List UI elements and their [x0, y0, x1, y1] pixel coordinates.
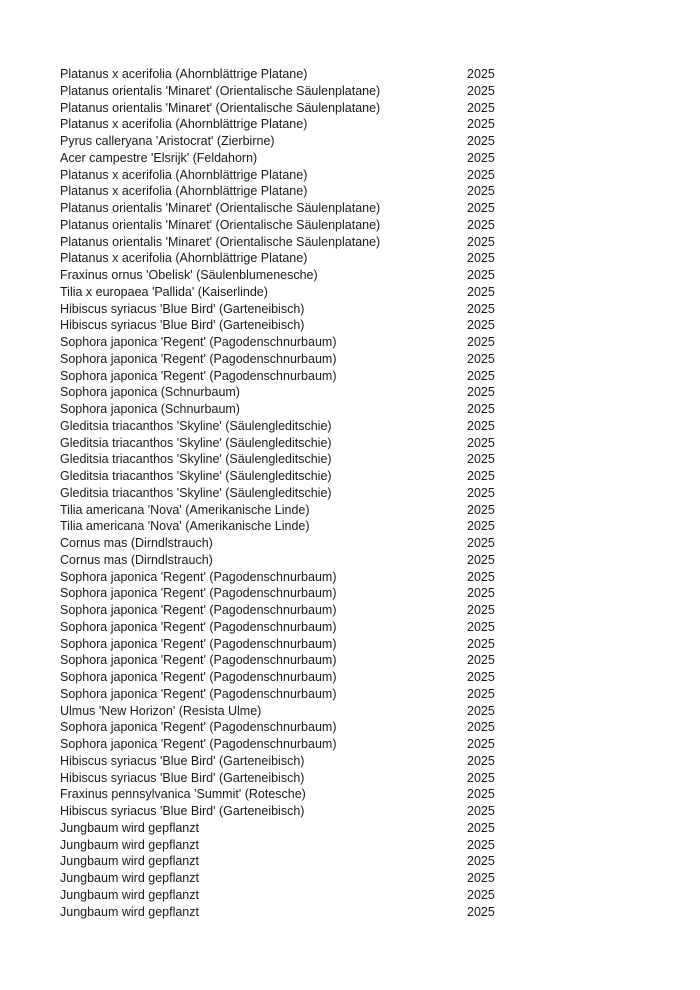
planting-year: 2025	[467, 150, 495, 165]
table-row	[60, 786, 660, 803]
table-row	[60, 703, 660, 720]
planting-year: 2025	[467, 887, 495, 902]
tree-name: Pyrus calleryana 'Aristocrat' (Zierbirne)	[60, 134, 275, 148]
tree-name: Sophora japonica 'Regent' (Pagodenschnurbaum)	[60, 686, 337, 701]
tree-name: Jungbaum wird gepflanzt	[60, 871, 199, 885]
table-row	[60, 200, 660, 217]
planting-year: 2025	[467, 234, 495, 249]
table-row	[60, 485, 660, 502]
tree-name: Platanus x acerifolia (Ahornblättrige Platane)	[60, 117, 308, 132]
tree-name: Gleditsia triacanthos 'Skyline' (Säulengleditschie)	[60, 469, 332, 483]
table-row	[60, 234, 660, 251]
table-row	[60, 284, 660, 301]
tree-name: Sophora japonica 'Regent' (Pagodenschnurbaum)	[60, 636, 337, 651]
table-row	[60, 837, 660, 854]
tree-name: Sophora japonica 'Regent' (Pagodenschnurbaum)	[60, 586, 337, 601]
planting-year: 2025	[467, 201, 495, 215]
tree-name: Fraxinus ornus 'Obelisk' (Säulenblumenesche)	[60, 268, 318, 282]
table-row	[60, 719, 660, 736]
table-row	[60, 652, 660, 669]
planting-year: 2025	[467, 854, 495, 869]
table-row	[60, 100, 660, 117]
tree-name: Hibiscus syriacus 'Blue Bird' (Garteneibisch)	[60, 301, 305, 316]
planting-year: 2025	[467, 117, 495, 132]
table-row	[60, 401, 660, 418]
tree-name: Hibiscus syriacus 'Blue Bird' (Garteneibisch)	[60, 753, 305, 768]
tree-name: Sophora japonica 'Regent' (Pagodenschnurbaum)	[60, 670, 337, 684]
planting-year: 2025	[467, 586, 495, 601]
planting-year: 2025	[467, 402, 495, 416]
tree-name: Sophora japonica 'Regent' (Pagodenschnurbaum)	[60, 653, 337, 668]
tree-name: Platanus x acerifolia (Ahornblättrige Platane)	[60, 167, 308, 182]
planting-year: 2025	[467, 318, 495, 333]
planting-year: 2025	[467, 134, 495, 148]
table-row	[60, 887, 660, 904]
tree-name: Cornus mas (Dirndlstrauch)	[60, 552, 213, 567]
table-row	[60, 418, 660, 435]
tree-name: Jungbaum wird gepflanzt	[60, 904, 199, 919]
table-row	[60, 636, 660, 653]
table-row	[60, 183, 660, 200]
table-row	[60, 770, 660, 787]
tree-name: Gleditsia triacanthos 'Skyline' (Säulengleditschie)	[60, 435, 332, 450]
planting-year: 2025	[467, 100, 495, 115]
planting-year: 2025	[467, 519, 495, 534]
table-row	[60, 619, 660, 636]
planting-year: 2025	[467, 753, 495, 768]
planting-year: 2025	[467, 653, 495, 668]
table-row	[60, 602, 660, 619]
tree-name: Jungbaum wird gepflanzt	[60, 837, 199, 852]
tree-name: Hibiscus syriacus 'Blue Bird' (Garteneibisch)	[60, 318, 305, 333]
table-row	[60, 317, 660, 334]
planting-year: 2025	[467, 217, 495, 232]
table-row	[60, 150, 660, 167]
planting-year: 2025	[467, 619, 495, 634]
tree-name: Cornus mas (Dirndlstrauch)	[60, 536, 213, 550]
table-row	[60, 585, 660, 602]
tree-name: Hibiscus syriacus 'Blue Bird' (Garteneibisch)	[60, 804, 305, 818]
planting-year: 2025	[467, 552, 495, 567]
planting-year: 2025	[467, 686, 495, 701]
table-row	[60, 468, 660, 485]
planting-year: 2025	[467, 418, 495, 433]
table-row	[60, 217, 660, 234]
planting-year: 2025	[467, 636, 495, 651]
planting-year: 2025	[467, 603, 495, 617]
table-row	[60, 133, 660, 150]
tree-name: Sophora japonica 'Regent' (Pagodenschnurbaum)	[60, 351, 337, 366]
planting-year: 2025	[467, 268, 495, 282]
planting-year: 2025	[467, 351, 495, 366]
tree-name: Platanus x acerifolia (Ahornblättrige Platane)	[60, 251, 308, 266]
table-row	[60, 66, 660, 83]
planting-year: 2025	[467, 485, 495, 500]
table-row	[60, 351, 660, 368]
tree-name: Ulmus 'New Horizon' (Resista Ulme)	[60, 703, 262, 718]
table-row	[60, 83, 660, 100]
table-row	[60, 552, 660, 569]
table-row	[60, 250, 660, 267]
table-row	[60, 451, 660, 468]
table-row	[60, 870, 660, 887]
table-row	[60, 502, 660, 519]
table-row	[60, 569, 660, 586]
planting-year: 2025	[467, 569, 495, 584]
table-row	[60, 535, 660, 552]
tree-name: Platanus orientalis 'Minaret' (Orientalische Säulenplatane)	[60, 100, 381, 115]
planting-year: 2025	[467, 67, 495, 81]
table-row	[60, 116, 660, 133]
planting-year: 2025	[467, 770, 495, 785]
planting-year: 2025	[467, 904, 495, 919]
planting-year: 2025	[467, 871, 495, 885]
table-row	[60, 368, 660, 385]
tree-name: Platanus orientalis 'Minaret' (Orientalische Säulenplatane)	[60, 83, 381, 98]
planting-year: 2025	[467, 301, 495, 316]
table-row	[60, 853, 660, 870]
table-row	[60, 820, 660, 837]
planting-year: 2025	[467, 368, 495, 383]
planting-year: 2025	[467, 385, 495, 400]
tree-name: Sophora japonica 'Regent' (Pagodenschnurbaum)	[60, 569, 337, 584]
tree-name: Acer campestre 'Elsrijk' (Feldahorn)	[60, 150, 258, 165]
planting-year: 2025	[467, 502, 495, 517]
table-row	[60, 518, 660, 535]
planting-year: 2025	[467, 452, 495, 467]
table-row	[60, 736, 660, 753]
tree-name: Sophora japonica 'Regent' (Pagodenschnurbaum)	[60, 368, 337, 383]
tree-name: Jungbaum wird gepflanzt	[60, 820, 199, 835]
tree-name: Gleditsia triacanthos 'Skyline' (Säulengleditschie)	[60, 418, 332, 433]
table-row	[60, 803, 660, 820]
tree-name: Sophora japonica 'Regent' (Pagodenschnurbaum)	[60, 737, 337, 751]
planting-year: 2025	[467, 737, 495, 751]
planting-year: 2025	[467, 720, 495, 735]
tree-name: Platanus x acerifolia (Ahornblättrige Platane)	[60, 67, 308, 81]
planting-year: 2025	[467, 469, 495, 483]
table-row	[60, 904, 660, 921]
table-row	[60, 334, 660, 351]
tree-name: Jungbaum wird gepflanzt	[60, 887, 199, 902]
tree-list	[60, 66, 660, 920]
tree-name: Tilia americana 'Nova' (Amerikanische Linde)	[60, 502, 310, 517]
tree-name: Sophora japonica (Schnurbaum)	[60, 385, 240, 400]
tree-name: Sophora japonica 'Regent' (Pagodenschnurbaum)	[60, 603, 337, 617]
table-row	[60, 686, 660, 703]
tree-name: Gleditsia triacanthos 'Skyline' (Säulengleditschie)	[60, 452, 332, 467]
tree-name: Platanus orientalis 'Minaret' (Orientalische Säulenplatane)	[60, 234, 381, 249]
planting-year: 2025	[467, 251, 495, 266]
planting-year: 2025	[467, 284, 495, 299]
planting-year: 2025	[467, 435, 495, 450]
planting-year: 2025	[467, 703, 495, 718]
tree-name: Sophora japonica 'Regent' (Pagodenschnurbaum)	[60, 720, 337, 735]
table-row	[60, 301, 660, 318]
tree-name: Hibiscus syriacus 'Blue Bird' (Garteneibisch)	[60, 770, 305, 785]
tree-name: Jungbaum wird gepflanzt	[60, 854, 199, 869]
tree-name: Tilia americana 'Nova' (Amerikanische Linde)	[60, 519, 310, 534]
planting-year: 2025	[467, 83, 495, 98]
planting-year: 2025	[467, 536, 495, 550]
planting-year: 2025	[467, 167, 495, 182]
tree-name: Fraxinus pennsylvanica 'Summit' (Rotesche)	[60, 787, 306, 802]
planting-year: 2025	[467, 335, 495, 349]
table-row	[60, 267, 660, 284]
tree-name: Platanus x acerifolia (Ahornblättrige Platane)	[60, 184, 308, 199]
planting-year: 2025	[467, 787, 495, 802]
table-row	[60, 669, 660, 686]
table-row	[60, 753, 660, 770]
table-row	[60, 167, 660, 184]
table-row	[60, 435, 660, 452]
table-row	[60, 384, 660, 401]
tree-name: Sophora japonica 'Regent' (Pagodenschnurbaum)	[60, 619, 337, 634]
planting-year: 2025	[467, 820, 495, 835]
tree-name: Platanus orientalis 'Minaret' (Orientalische Säulenplatane)	[60, 201, 381, 215]
planting-year: 2025	[467, 670, 495, 684]
planting-year: 2025	[467, 804, 495, 818]
planting-year: 2025	[467, 184, 495, 199]
tree-name: Tilia x europaea 'Pallida' (Kaiserlinde)	[60, 284, 268, 299]
tree-name: Platanus orientalis 'Minaret' (Orientalische Säulenplatane)	[60, 217, 381, 232]
tree-name: Sophora japonica (Schnurbaum)	[60, 402, 240, 416]
tree-name: Sophora japonica 'Regent' (Pagodenschnurbaum)	[60, 335, 337, 349]
planting-year: 2025	[467, 837, 495, 852]
tree-name: Gleditsia triacanthos 'Skyline' (Säulengleditschie)	[60, 485, 332, 500]
